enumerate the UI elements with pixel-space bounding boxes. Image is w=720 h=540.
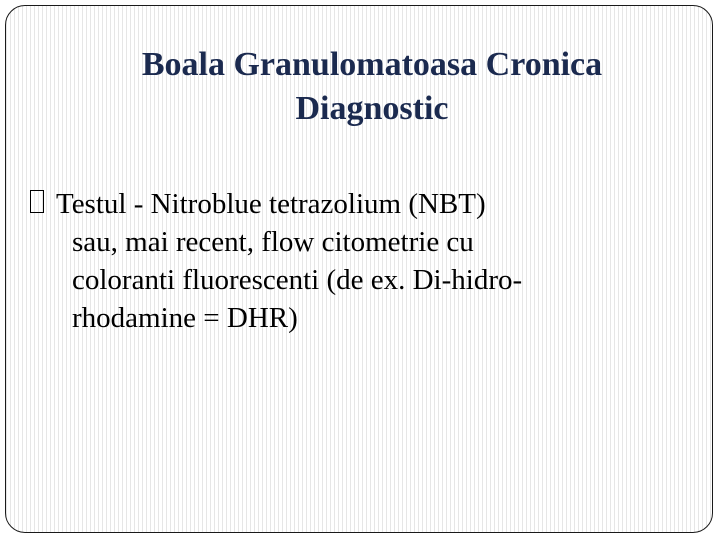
bullet-line-1: Testul - Nitroblue tetrazolium (NBT) [56,188,486,220]
bullet-line-2: sau, mai recent, flow citometrie cu [72,226,474,258]
bullet-item [30,185,690,337]
bullet-line-3: coloranti fluorescenti (de ex. Di-hidro- [72,264,523,296]
title-line-2: Diagnostic [295,90,449,127]
title-line-1: Boala Granulomatoasa Cronica [141,46,603,83]
slide-body [30,185,690,337]
bullet-line-4: rhodamine = DHR) [72,302,298,334]
missing-glyph-box-icon [30,190,44,213]
slide-title [0,43,720,131]
